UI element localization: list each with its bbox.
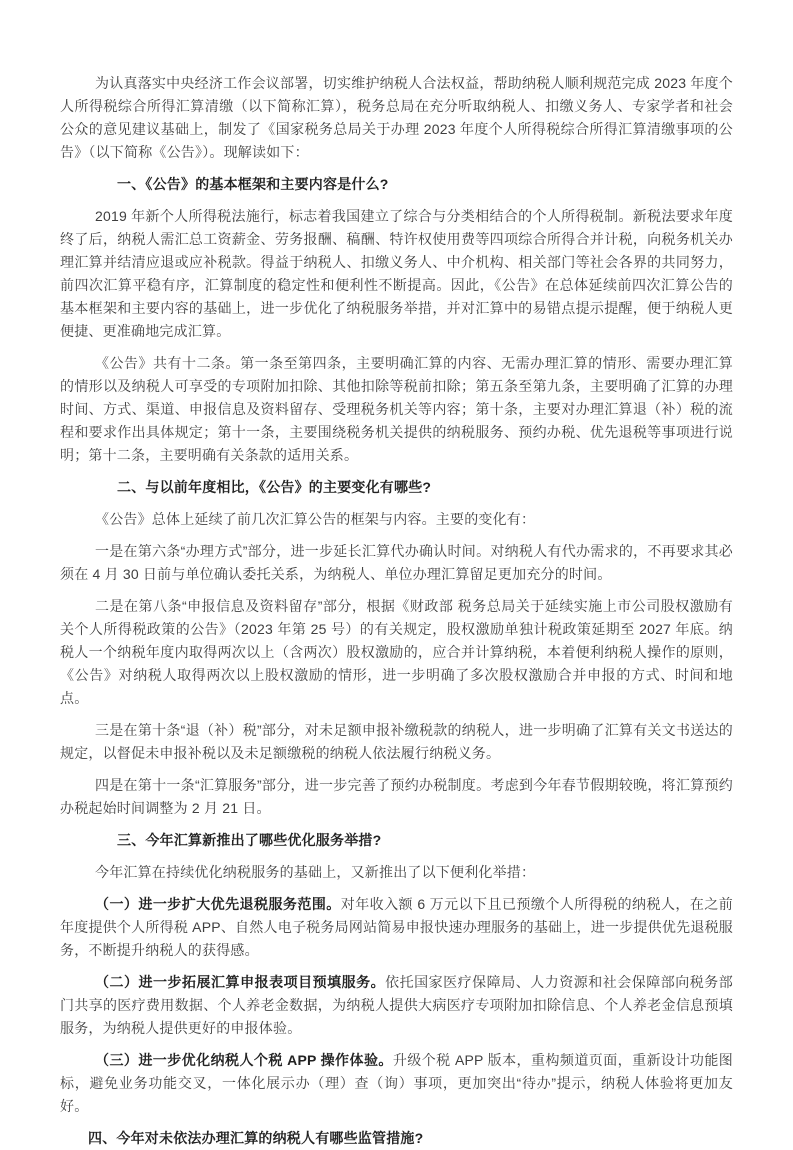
measure-3-text: 升级个税 APP 版本，重构频道页面，重新设计功能图标，避免业务功能交叉，一体化展示办（理）查（询）事项，更加突出“待办”提示，纳税人体验将更加友好。	[60, 1052, 733, 1114]
measure-item-2	[60, 971, 733, 1040]
section-4-heading: 四、今年对未依法办理汇算的纳税人有哪些监管措施?	[88, 1130, 424, 1146]
section-3-heading: 三、今年汇算新推出了哪些优化服务举措?	[117, 832, 382, 848]
measure-item-1	[60, 893, 733, 962]
change-item-2: 二是在第八条“申报信息及资料留存”部分，根据《财政部 税务总局关于延续实施上市公司股权激励有关个人所得税政策的公告》（2023 年第 25 号）的有关规定，股权激励单独计税政策延期至 2027 年底。纳税人一个纳税年度内取得两次以上（含两次）股权激励的，应合并计算纳税，本着便利纳税人操作的原则，《公告》对纳税人取得两次以上股权激励的情形，进一步明确了多次股权激励合并申报的方式、时间和地点。	[60, 598, 733, 706]
change-item-4: 四是在第十一条“汇算服务”部分，进一步完善了预约办税制度。考虑到今年春节假期较晚，将汇算预约办税起始时间调整为 2 月 21 日。	[60, 777, 733, 816]
measure-3-title: （三）进一步优化纳税人个税 APP 操作体验。	[95, 1052, 393, 1068]
measure-1-text: 对年收入额 6 万元以下且已预缴个人所得税的纳税人，在之前年度提供个人所得税 APP、自然人电子税务局网站简易申报快速办理服务的基础上，进一步提供优先退税服务，不断提升纳税人的获得感。	[60, 896, 733, 958]
measure-2-text: 依托国家医疗保障局、人力资源和社会保障部向税务部门共享的医疗费用数据、个人养老金数据，为纳税人提供大病医疗专项附加扣除信息、个人养老金信息预填服务，为纳税人提供更好的申报体验。	[60, 974, 733, 1036]
section-3-intro-paragraph: 今年汇算在持续优化纳税服务的基础上，又新推出了以下便利化举措：	[95, 864, 536, 880]
section-2-heading: 二、与以前年度相比，《公告》的主要变化有哪些?	[117, 479, 432, 495]
measure-item-3	[60, 1049, 733, 1118]
change-item-1: 一是在第六条“办理方式”部分，进一步延长汇算代办确认时间。对纳税人有代办需求的，不再要求其必须在 4 月 30 日前与单位确认委托关系，为纳税人、单位办理汇算留足更加充分的时间。	[60, 543, 733, 582]
section-1-heading: 一、《公告》的基本框架和主要内容是什么?	[117, 176, 389, 192]
measure-1-title: （一）进一步扩大优先退税服务范围。	[95, 896, 341, 912]
section-2-intro-paragraph: 《公告》总体上延续了前几次汇算公告的框架与内容。主要的变化有：	[95, 511, 536, 527]
section-1-paragraph-1: 2019 年新个人所得税法施行，标志着我国建立了综合与分类相结合的个人所得税制。新税法要求年度终了后，纳税人需汇总工资薪金、劳务报酬、稿酬、特许权使用费等四项综合所得合并计税，向税务机关办理汇算并结清应退或应补税款。得益于纳税人、扣缴义务人、中介机构、相关部门等社会各界的共同努力，前四次汇算平稳有序，汇算制度的稳定性和便利性不断提高。因此，《公告》在总体延续前四次汇算公告的基本框架和主要内容的基础上，进一步优化了纳税服务举措，并对汇算中的易错点提示提醒，便于纳税人更便捷、更准确地完成汇算。	[60, 208, 733, 339]
measure-2-title: （二）进一步拓展汇算申报表项目预填服务。	[95, 974, 386, 990]
section-1-paragraph-2: 《公告》共有十二条。第一条至第四条，主要明确汇算的内容、无需办理汇算的情形、需要办理汇算的情形以及纳税人可享受的专项附加扣除、其他扣除等税前扣除；第五条至第九条，主要明确了汇算的办理时间、方式、渠道、申报信息及资料留存、受理税务机关等内容；第十条，主要对办理汇算退（补）税的流程和要求作出具体规定；第十一条，主要围绕税务机关提供的纳税服务、预约办税、优先退税等事项进行说明；第十二条，主要明确有关条款的适用关系。	[60, 355, 733, 463]
intro-paragraph: 为认真落实中央经济工作会议部署，切实维护纳税人合法权益，帮助纳税人顺利规范完成 2023 年度个人所得税综合所得汇算清缴（以下简称汇算），税务总局在充分听取纳税人、扣缴义务人、专家学者和社会公众的意见建议基础上，制发了《国家税务总局关于办理 2023 年度个人所得税综合所得汇算清缴事项的公告》（以下简称《公告》）。现解读如下：	[60, 75, 733, 160]
change-item-3: 三是在第十条“退（补）税”部分，对未足额申报补缴税款的纳税人，进一步明确了汇算有关文书送达的规定，以督促未申报补税以及未足额缴税的纳税人依法履行纳税义务。	[60, 722, 733, 761]
